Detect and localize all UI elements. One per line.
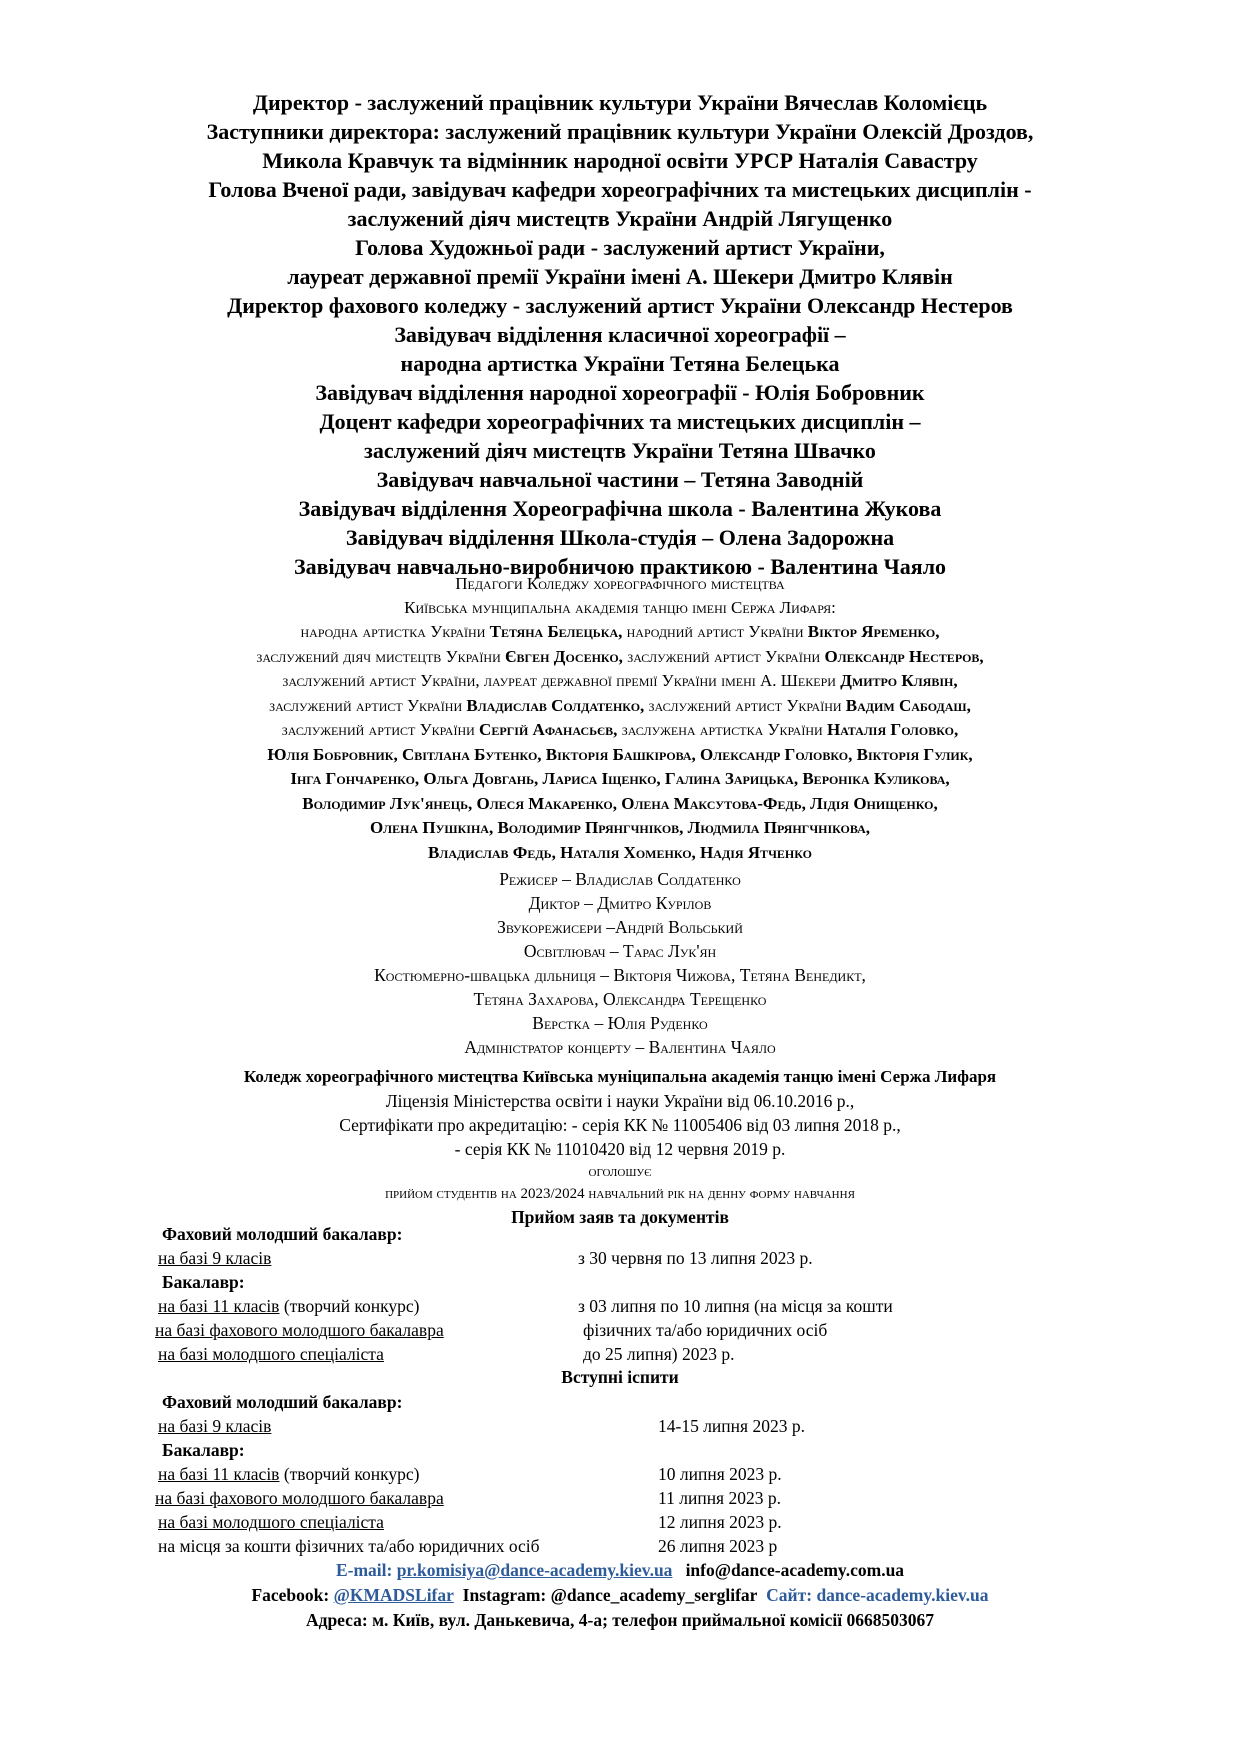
certificate-line: Сертифікати про акредитацію: - серія КК № 11005406 від 03 липня 2018 р.,: [339, 1115, 901, 1135]
leadership-line: заслужений діяч мистецтв України Тетяна Швачко: [364, 438, 876, 463]
email-info[interactable]: info@dance-academy.com.ua: [685, 1560, 905, 1580]
teacher-names-line: Володимир Лук'янець, Олеся Макаренко, Олена Максутова-Федь, Лідія Онищенко,: [302, 793, 938, 813]
dates-value: з 03 липня по 10 липня (на місця за кошти: [578, 1296, 893, 1316]
crew-line: Режисер – Владислав Солдатенко: [499, 869, 741, 889]
exam-date: 10 липня 2023 р.: [658, 1464, 782, 1484]
teacher-line: [0, 645, 1240, 670]
leadership-line: Завідувач навчально-виробничою практикою - Валентина Чаяло: [293, 554, 947, 579]
program-header: Бакалавр:: [162, 1272, 245, 1292]
teacher-name: Дмитро Клявін,: [840, 671, 958, 690]
basis-label: на базі молодшого спеціаліста: [158, 1344, 384, 1364]
teacher-names-line: Владислав Федь, Наталія Хоменко, Надія Ятченко: [428, 842, 812, 862]
instagram-text[interactable]: Instagram: @dance_academy_serglifar: [462, 1585, 758, 1605]
crew-line: Освітлювач – Тарас Лук'ян: [523, 941, 717, 961]
basis-label: [158, 1294, 420, 1318]
teachers-heading-academy: Київська муніципальна академія танцю імені Сержа Лифаря:: [404, 598, 836, 617]
exam-date: 11 липня 2023 р.: [658, 1488, 781, 1508]
basis-label: на базі 9 класів: [158, 1248, 272, 1268]
email-link-commission[interactable]: pr.komisiya@dance-academy.kiev.ua: [396, 1560, 673, 1580]
college-block: [0, 1065, 1240, 1229]
certificate-line: - серія КК № 11010420 від 12 червня 2019 р.: [454, 1139, 786, 1159]
leadership-line: Голова Вченої ради, завідувач кафедри хореографічних та мистецьких дисциплін -: [208, 177, 1032, 202]
teacher-title: заслужений артист України: [622, 646, 825, 666]
basis-label: на базі фахового молодшого бакалавра: [155, 1320, 444, 1340]
license-line: Ліцензія Міністерства освіти і науки України від 06.10.2016 р.,: [385, 1091, 855, 1111]
teacher-names-line: Олена Пушкіна, Володимир Прянгчніков, Людмила Прянгчнікова,: [369, 818, 871, 837]
basis-name: на базі 11 класів: [158, 1464, 280, 1484]
announces-text: оголошує: [588, 1164, 652, 1180]
crew-line: Диктор – Дмитро Курілов: [528, 893, 712, 913]
basis-label: [158, 1462, 420, 1486]
facebook-link[interactable]: @KMADSLifar: [333, 1585, 454, 1605]
program-header: Бакалавр:: [162, 1440, 245, 1460]
teacher-name: Віктор Яременко,: [807, 622, 940, 641]
crew-line: Тетяна Захарова, Олександра Терещенко: [473, 989, 767, 1009]
teacher-name: Олександр Нестеров,: [824, 646, 984, 666]
teacher-title: народний артист України: [622, 622, 808, 641]
teacher-name: Євген Досенко,: [505, 646, 623, 666]
site-text[interactable]: Сайт: dance-academy.kiev.ua: [766, 1585, 989, 1605]
basis-label: на місця за кошти фізичних та/або юридичних осіб: [158, 1536, 540, 1556]
basis-label: на базі молодшого спеціаліста: [158, 1512, 384, 1532]
leadership-line: Микола Кравчук та відмінник народної освіти УРСР Наталія Савастру: [262, 148, 978, 173]
leadership-line: Заступники директора: заслужений працівник культури України Олексій Дроздов,: [206, 119, 1034, 144]
email-label: E-mail:: [335, 1560, 397, 1580]
teacher-title: заслужений діяч мистецтв України: [256, 646, 505, 666]
teacher-name: Вадим Сабодаш,: [845, 695, 971, 715]
teacher-name: Сергій Афанасьєв,: [479, 720, 618, 739]
teacher-name: Владислав Солдатенко,: [466, 695, 645, 715]
leadership-line: Завідувач відділення Школа-студія – Олена Задорожна: [345, 525, 895, 550]
teachers-heading: Педагоги Коледжу хореографічного мистецтва: [455, 574, 785, 593]
exams-title: Вступні іспити: [561, 1367, 679, 1387]
crew-line: Верстка – Юлія Руденко: [532, 1013, 708, 1033]
teacher-title: заслужений артист України, лауреат державної премії України імені А. Шекери: [282, 671, 841, 690]
basis-label: на базі 9 класів: [158, 1416, 272, 1436]
admission-text: прийом студентів на 2023/2024 навчальний рік на денну форму навчання: [385, 1186, 855, 1202]
basis-label: на базі фахового молодшого бакалавра: [155, 1488, 444, 1508]
leadership-line: заслужений діяч мистецтв України Андрій Лягущенко: [347, 206, 893, 231]
teacher-name: Наталія Головко,: [826, 720, 959, 739]
social-line: [0, 1583, 1240, 1608]
program-header: Фаховий молодший бакалавр:: [162, 1224, 403, 1244]
college-title: Коледж хореографічного мистецтва Київська муніципальна академія танцю імені Сержа Лифаря: [243, 1067, 997, 1086]
teacher-line: [0, 694, 1240, 719]
leadership-line: Доцент кафедри хореографічних та мистецьких дисциплін –: [319, 409, 921, 434]
exam-date: 14-15 липня 2023 р.: [658, 1416, 805, 1436]
leadership-line: Голова Художньої ради - заслужений артист України,: [355, 235, 885, 260]
program-header: Фаховий молодший бакалавр:: [162, 1392, 403, 1412]
exam-date: 12 липня 2023 р.: [658, 1512, 782, 1532]
teacher-title: заслужений артист України: [269, 695, 467, 715]
teacher-title: народна артистка України: [300, 622, 490, 641]
dates-value: з 30 червня по 13 липня 2023 р.: [578, 1248, 813, 1268]
teacher-names-line: Інга Гончаренко, Ольга Довгань, Лариса Іщенко, Галина Зарицька, Вероніка Куликова,: [290, 769, 950, 788]
crew-line: Звукорежисери –Андрій Вольський: [497, 917, 743, 937]
teacher-title: заслужений артист України: [281, 720, 480, 739]
applications-title: Прийом заяв та документів: [511, 1207, 729, 1227]
teacher-title: заслужений артист України: [644, 695, 846, 715]
address-line: Адреса: м. Київ, вул. Данькевича, 4-а; телефон приймальної комісії 0668503067: [305, 1610, 935, 1630]
teacher-line: [0, 669, 1240, 694]
exam-date: 26 липня 2023 р: [658, 1536, 778, 1556]
leadership-line: Завідувач навчальної частини – Тетяна Заводній: [376, 467, 864, 492]
teachers-block: [0, 572, 1240, 865]
leadership-line: Завідувач відділення класичної хореографії –: [394, 322, 846, 347]
exams-schedule: [155, 1390, 1058, 1558]
crew-line: Костюмерно-швацька дільниця – Вікторія Чижова, Тетяна Венедикт,: [374, 965, 866, 985]
leadership-line: Директор фахового коледжу - заслужений артист України Олександр Нестеров: [227, 293, 1013, 318]
crew-block: [0, 867, 1240, 1059]
crew-line: Адміністратор концерту – Валентина Чаяло: [464, 1037, 776, 1057]
dates-value: до 25 липня) 2023 р.: [583, 1344, 735, 1364]
basis-name: на базі 11 класів: [158, 1296, 280, 1316]
dates-value: фізичних та/або юридичних осіб: [583, 1320, 828, 1340]
teacher-line: [0, 718, 1240, 743]
teacher-names-line: Юлія Бобровник, Світлана Бутенко, Вікторія Башкірова, Олександр Головко, Вікторія Гулик,: [267, 744, 973, 764]
leadership-line: Завідувач відділення народної хореографії - Юлія Бобровник: [315, 380, 925, 405]
leadership-line: лауреат державної премії України імені А. Шекери Дмитро Клявін: [287, 264, 953, 289]
teacher-line: [0, 620, 1240, 645]
leadership-line: Завідувач відділення Хореографічна школа - Валентина Жукова: [298, 496, 942, 521]
leadership-block: [0, 88, 1240, 581]
contacts-block: [0, 1558, 1240, 1633]
facebook-label: Facebook:: [251, 1585, 334, 1605]
basis-suffix: (творчий конкурс): [279, 1464, 420, 1484]
leadership-line: народна артистка України Тетяна Белецька: [400, 351, 840, 376]
leadership-line: Директор - заслужений працівник культури України Вячеслав Коломієць: [252, 90, 988, 115]
applications-schedule: [155, 1222, 1058, 1366]
basis-suffix: (творчий конкурс): [279, 1296, 420, 1316]
teacher-name: Тетяна Белецька,: [489, 622, 623, 641]
email-line: [0, 1558, 1240, 1583]
teacher-title: заслужена артистка України: [617, 720, 827, 739]
